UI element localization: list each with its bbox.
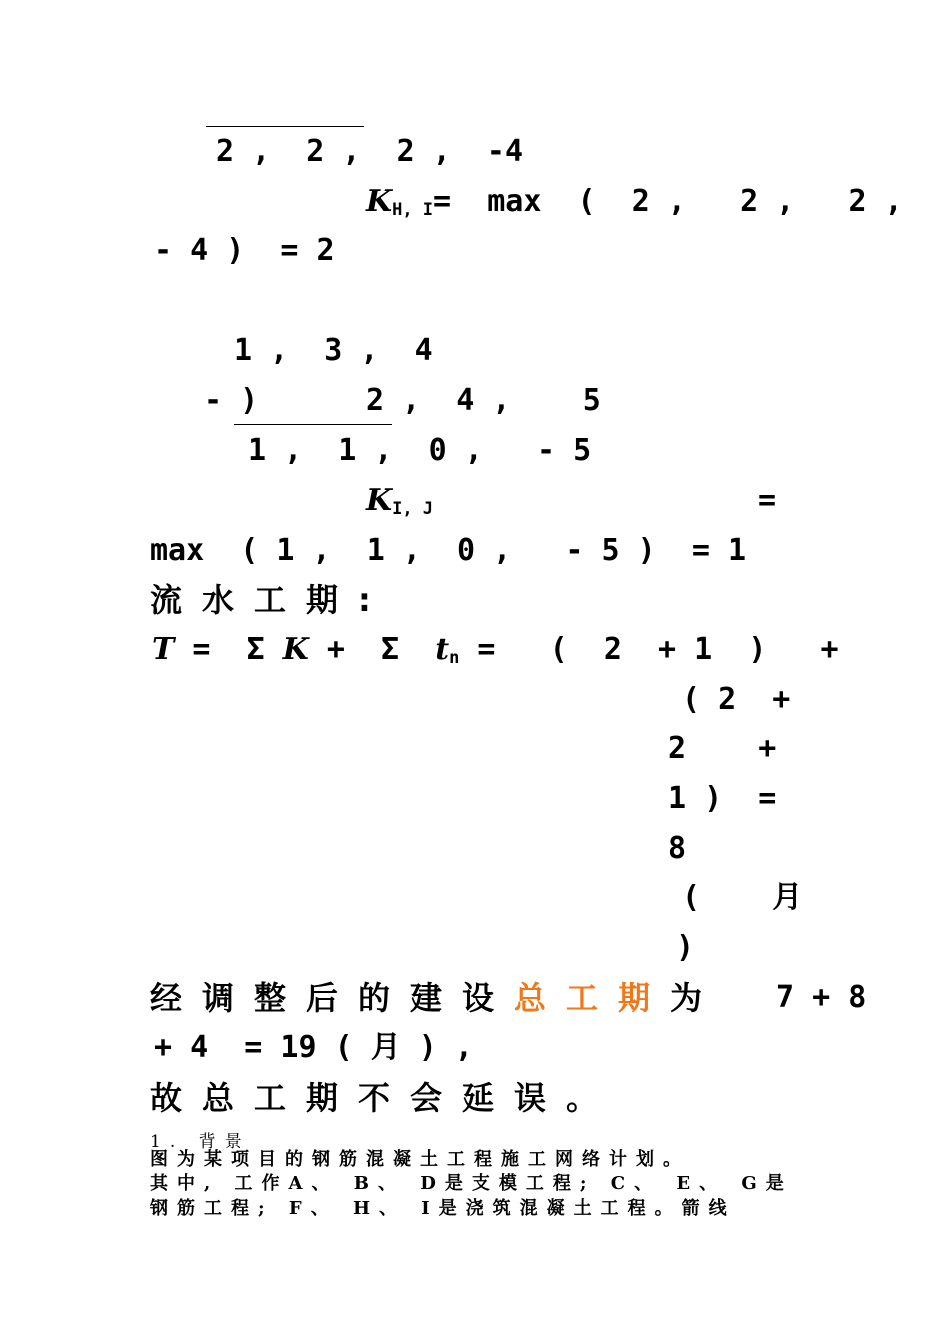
k-expression: = max ( 2 , 2 , 2 , — [433, 184, 903, 219]
flow-period-formula: T = Σ K + Σ $t_n$ = ( 2 + 1 ) + — [152, 632, 839, 668]
formula-t-symbol: T — [152, 632, 175, 667]
background-line-1: 图为某项目的钢筋混凝土工程施工网络计划。 — [150, 1149, 690, 1170]
k-ij-result: max ( 1 , 1 , 0 , - 5 ) = 1 — [150, 533, 747, 568]
formula-k-symbol: K — [282, 632, 309, 667]
conclusion-tail: 7 + 8 — [776, 980, 867, 1015]
subtrahend-row-ij: 2 , 4 , 5 — [366, 383, 601, 418]
k-subscript: I, J — [392, 499, 434, 519]
flow-period-line: 1 ) = — [668, 781, 777, 816]
background-line-3: 钢筋工程; F、 H、 I是浇筑混凝土工程。箭线 — [150, 1198, 736, 1219]
background-line-2: 其中, 工作A、 B、 D是支模工程; C、 E、 G是 — [150, 1173, 793, 1194]
k-ij-label — [366, 483, 433, 527]
difference-row-ij: 1 , 1 , 0 , - 5 — [248, 433, 592, 468]
subtraction-rule-hi — [206, 126, 364, 127]
conclusion-line-1: 经调整后的建设总工期为 — [150, 979, 723, 1017]
k-hi-formula — [366, 184, 903, 228]
formula-tn-symbol: t — [435, 632, 450, 667]
minuend-row-ij: 1 , 3 , 4 — [234, 333, 433, 368]
difference-row-hi: 2 , 2 , 2 , -4 — [216, 134, 524, 169]
k-symbol: K — [366, 184, 393, 219]
conclusion-line-2: + 4 = 19 ( 月 ) , — [154, 1030, 473, 1065]
flow-period-line: ( 2 + — [682, 682, 791, 717]
total-period-highlight: 总工期 — [514, 979, 671, 1017]
subtraction-rule-ij — [234, 424, 392, 425]
conclusion-line-3: 故总工期不会延误。 — [150, 1079, 619, 1117]
k-symbol: K — [366, 483, 393, 518]
background-heading: 1. 背景 — [150, 1132, 251, 1152]
k-hi-result: - 4 ) = 2 — [154, 233, 335, 268]
k-subscript: H, I — [392, 200, 434, 220]
flow-period-heading: 流水工期: — [150, 581, 391, 619]
flow-period-line: ) — [676, 930, 695, 965]
flow-period-line: ( 月 — [682, 880, 803, 915]
flow-period-line: 2 + — [668, 731, 777, 766]
minus-sign: - ) — [204, 383, 259, 418]
flow-period-line: 8 — [668, 831, 687, 866]
k-ij-equals: = — [758, 483, 777, 518]
